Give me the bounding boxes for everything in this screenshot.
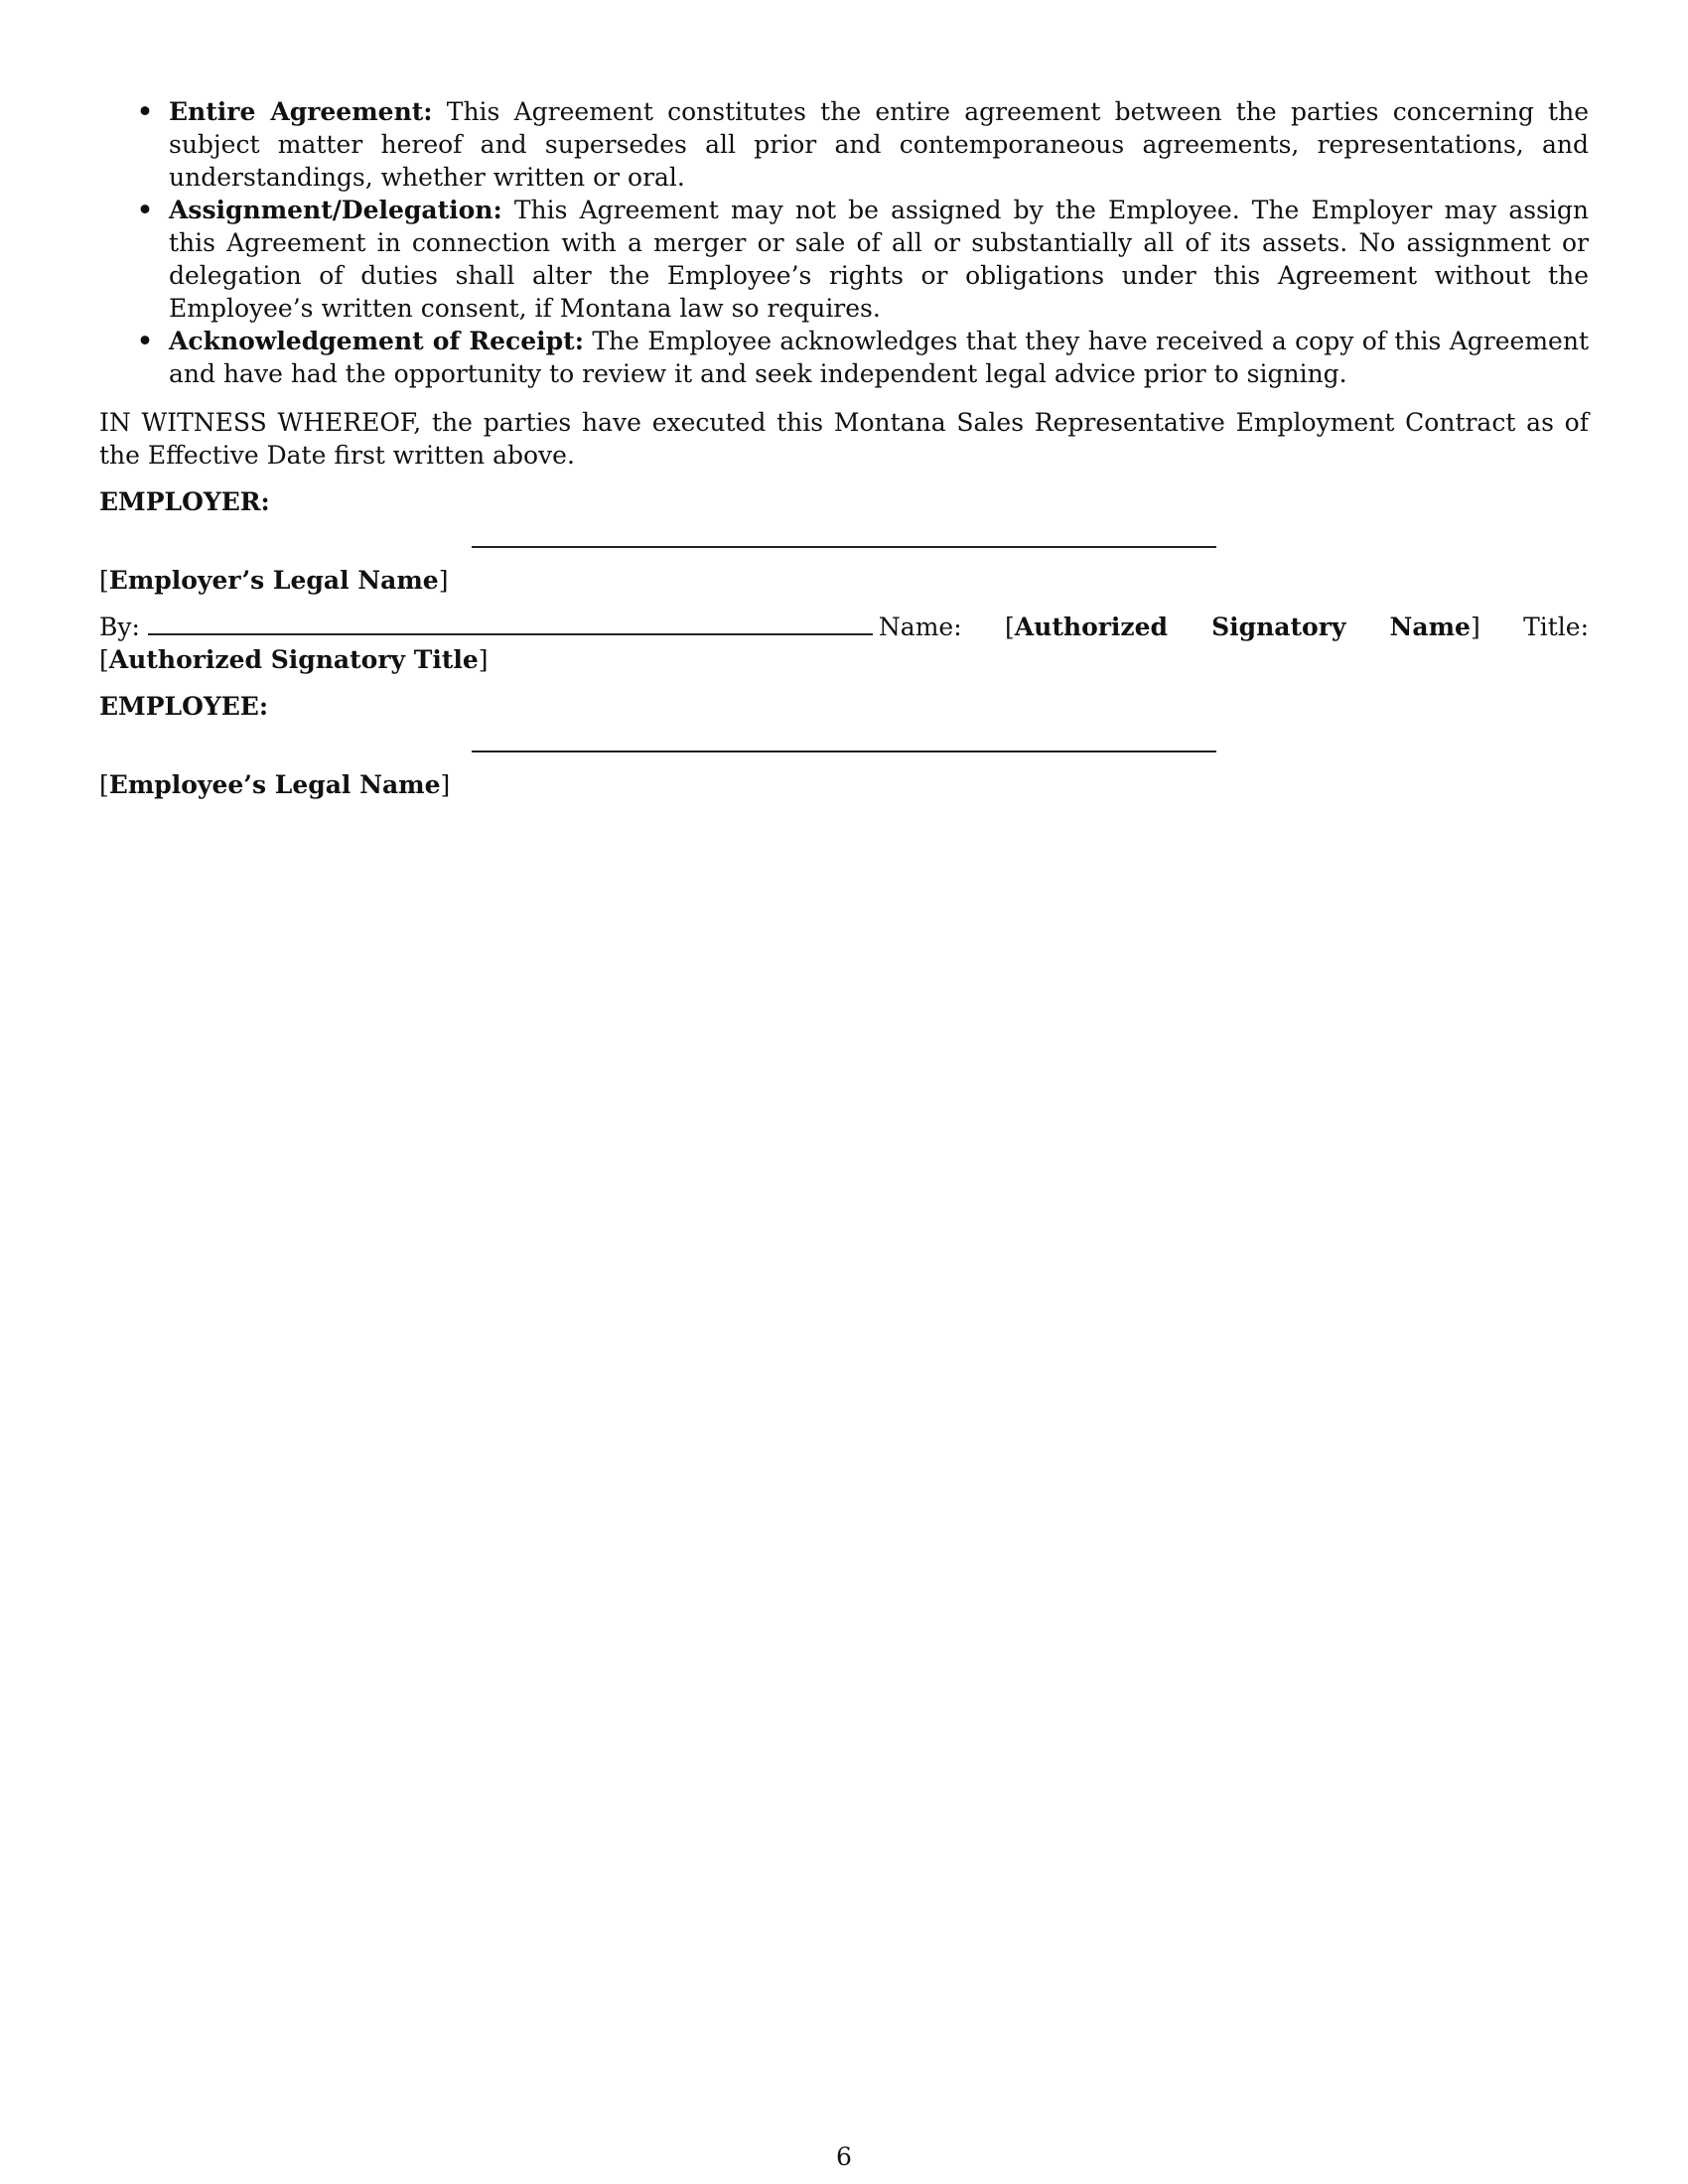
clause-assignment-delegation: [99, 194, 1589, 325]
bullet-icon: •: [137, 196, 153, 224]
employer-legal-name: [Employer’s Legal Name]: [99, 566, 449, 595]
name-label: Name:: [878, 613, 962, 641]
employee-legal-name: [Employee’s Legal Name]: [99, 770, 451, 799]
employee-heading: EMPLOYEE:: [99, 692, 269, 721]
clause-text: This Agreement constitutes the entire agreement between the parties concerning the subject matter hereof and supersedes all prior and contemporaneous agreements, representations, and understandings, whether written or oral.: [169, 97, 1590, 192]
by-label: By:: [99, 613, 140, 641]
document-page: [99, 95, 1589, 801]
clause-title: Entire Agreement:: [169, 97, 433, 126]
employer-signatory-row: By: Name: [Authorized Signatory Name] Title: [Authorized Signatory Title]: [99, 613, 1590, 674]
clause-text: The Employee acknowledges that they have received a copy of this Agreement and have had the opportunity to review it and seek independent legal advice prior to signing.: [169, 327, 1589, 388]
bullet-icon: •: [137, 327, 153, 355]
bullet-icon: •: [137, 97, 153, 126]
employer-legal-name-value: Employer’s Legal Name: [108, 566, 439, 595]
title-label: Title:: [1523, 613, 1590, 641]
clause-list: [99, 95, 1589, 390]
employer-heading: EMPLOYER:: [99, 487, 270, 516]
signatory-name: Authorized Signatory Name: [1014, 613, 1471, 641]
clause-acknowledgement-of-receipt: [99, 325, 1589, 390]
by-signature-blank[interactable]: [148, 612, 873, 635]
clause-title: Acknowledgement of Receipt:: [169, 327, 584, 355]
witness-statement: IN WITNESS WHEREOF, the parties have executed this Montana Sales Representative Employment Contract as of the Effective Date first written above.: [99, 408, 1589, 470]
clause-title: Assignment/Delegation:: [169, 196, 502, 224]
employer-signature-line[interactable]: [472, 546, 1216, 548]
clause-entire-agreement: [99, 95, 1589, 194]
clause-text: This Agreement may not be assigned by the Employee. The Employer may assign this Agreement in connection with a merger or sale of all or substantially all of its assets. No assignment or delegation of duties shall alter the Employee’s rights or obligations under this Agreement without the Employee’s written consent, if Montana law so requires.: [169, 196, 1590, 323]
signatory-title: Authorized Signatory Title: [108, 645, 479, 674]
employee-legal-name-value: Employee’s Legal Name: [108, 770, 441, 799]
page-number: 6: [836, 2142, 852, 2171]
employee-signature-line[interactable]: [472, 751, 1216, 752]
